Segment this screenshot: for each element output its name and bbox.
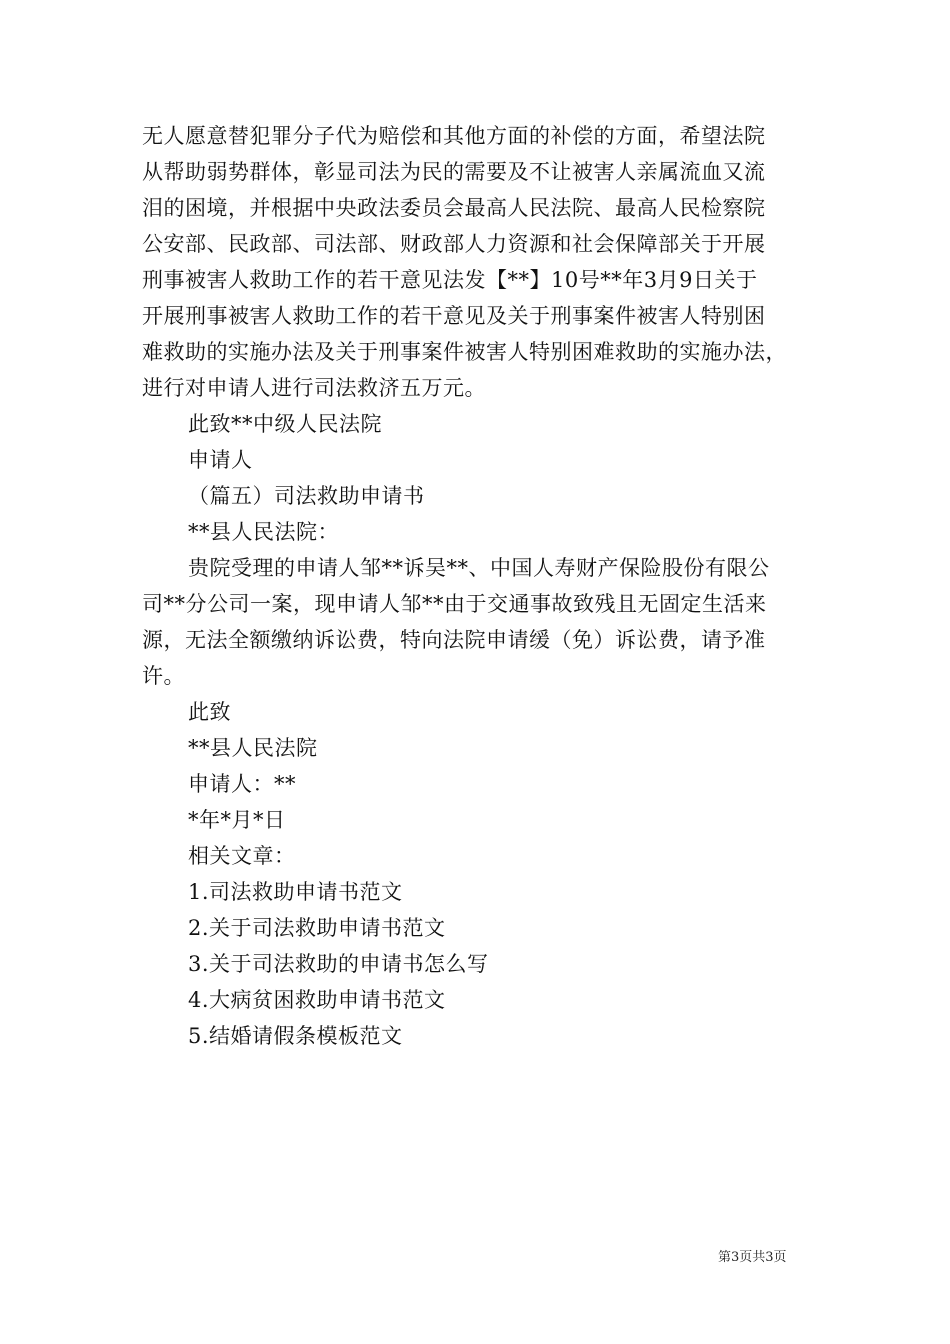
- body-line: 开展刑事被害人救助工作的若干意见及关于刑事案件被害人特别困: [142, 304, 766, 328]
- body-line: 贵院受理的申请人邹**诉吴**、中国人寿财产保险股份有限公: [188, 556, 770, 580]
- related-article-link[interactable]: 1.司法救助申请书范文: [188, 880, 403, 904]
- signature-applicant: 申请人：**: [188, 772, 296, 796]
- addressee: **县人民法院：: [188, 520, 339, 544]
- body-line: 无人愿意替犯罪分子代为赔偿和其他方面的补偿的方面，希望法院: [142, 124, 766, 148]
- body-line: 许。: [142, 664, 185, 688]
- body-line: 进行对申请人进行司法救济五万元。: [142, 376, 486, 400]
- body-line: 从帮助弱势群体，彰显司法为民的需要及不让被害人亲属流血又流: [142, 160, 766, 184]
- closing-salutation: 此致: [188, 700, 231, 724]
- body-line: 泪的困境，并根据中央政法委员会最高人民法院、最高人民检察院: [142, 196, 766, 220]
- page-number: 第3页共3页: [718, 1250, 787, 1265]
- related-articles-heading: 相关文章：: [188, 844, 296, 868]
- closing-recipient: **县人民法院: [188, 736, 318, 760]
- body-line: 公安部、民政部、司法部、财政部人力资源和社会保障部关于开展: [142, 232, 766, 256]
- body-line: 源，无法全额缴纳诉讼费，特向法院申请缓（免）诉讼费，请予准: [142, 628, 766, 652]
- related-article-link[interactable]: 3.关于司法救助的申请书怎么写: [188, 952, 489, 976]
- body-line: 难救助的实施办法及关于刑事案件被害人特别困难救助的实施办法，: [142, 340, 787, 364]
- document-body: [142, 118, 832, 1054]
- related-article-link[interactable]: 5.结婚请假条模板范文: [188, 1024, 403, 1048]
- body-line: 刑事被害人救助工作的若干意见法发【**】10号**年3月9日关于: [142, 268, 758, 292]
- body-line: 司**分公司一案，现申请人邹**由于交通事故致残且无固定生活来: [142, 592, 767, 616]
- related-article-link[interactable]: 2.关于司法救助申请书范文: [188, 916, 446, 940]
- closing-salutation: 此致**中级人民法院: [188, 412, 382, 436]
- signature-date: *年*月*日: [188, 808, 286, 832]
- section-heading: （篇五）司法救助申请书: [188, 484, 425, 508]
- signature-applicant: 申请人: [188, 448, 253, 472]
- related-article-link[interactable]: 4.大病贫困救助申请书范文: [188, 988, 446, 1012]
